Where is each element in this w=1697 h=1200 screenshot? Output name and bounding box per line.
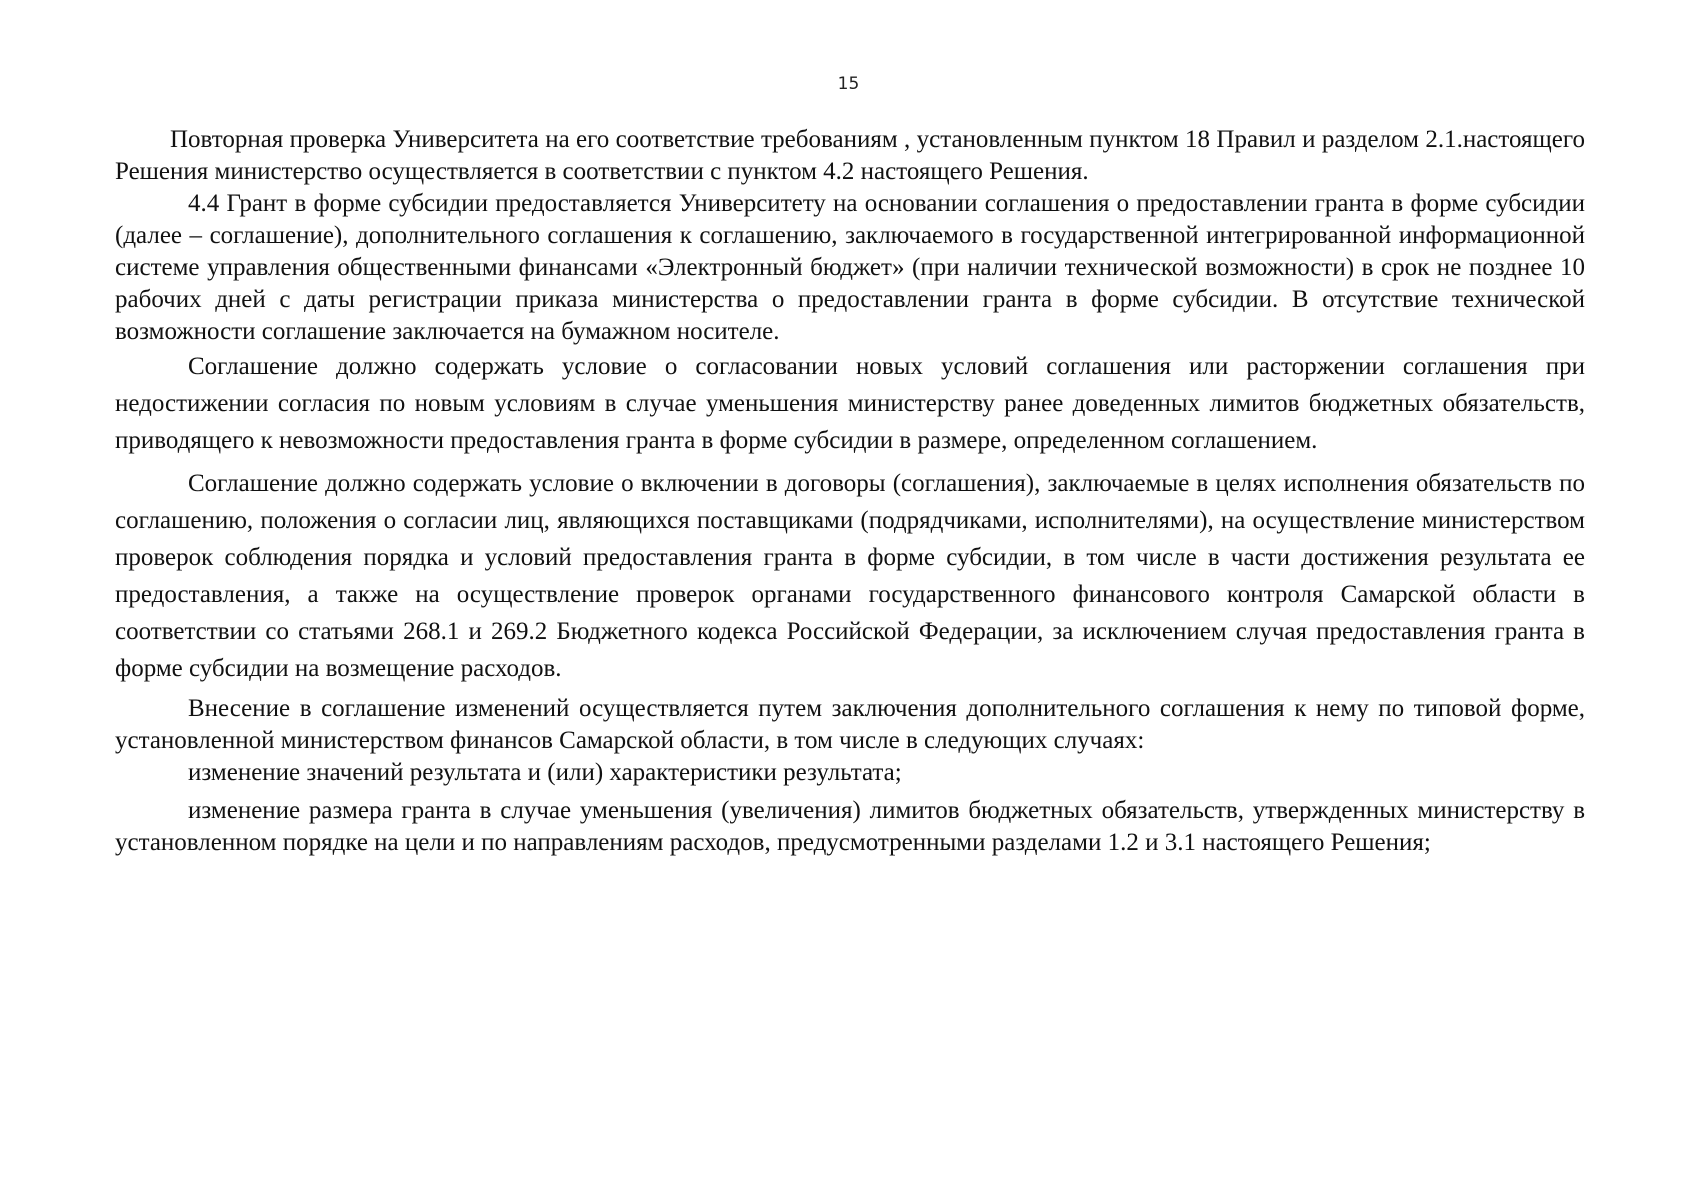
paragraph-agreement-inspections: Соглашение должно содержать условие о включении в договоры (соглашения), заключаемые в целях исполнения обязательств по соглашению, положения о согласии лиц, являющихся поставщиками (подрядчиками, исполнителями), на осуществление министерством проверок соблюдения порядка и условий предоставления гранта в форме субсидии, в том числе в части достижения результата ее предоставления, а также на осуществление проверок органами государственного финансового контроля Самарской области в соответствии со статьями 268.1 и 269.2 Бюджетного кодекса Российской Федерации, за исключением случая предоставления гранта в форме субсидии на возмещение расходов.	[115, 470, 1585, 682]
paragraph-4-4-grant-agreement: 4.4 Грант в форме субсидии предоставляется Университету на основании соглашения о предоставлении гранта в форме субсидии (далее – соглашение), дополнительного соглашения к соглашению, заключаемого в государственной интегрированной информационной системе управления общественными финансами «Электронный бюджет» (при наличии технической возможности) в срок не позднее 10 рабочих дней с даты регистрации приказа министерства о предоставлении гранта в форме субсидии. В отсутствие технической возможности соглашение заключается на бумажном носителе.	[115, 190, 1585, 345]
paragraph-agreement-amendments: Внесение в соглашение изменений осуществляется путем заключения дополнительного соглашения к нему по типовой форме, установленной министерством финансов Самарской области, в том числе в следующих случаях:	[115, 695, 1585, 754]
page-number: 15	[837, 74, 860, 94]
list-item-result-change: изменение значений результата и (или) характеристики результата;	[188, 759, 902, 786]
list-item-grant-size-change: изменение размера гранта в случае уменьшения (увеличения) лимитов бюджетных обязательств, утвержденных министерству в установленном порядке на цели и по направлениям расходов, предусмотренными разделами 1.2 и 3.1 настоящего Решения;	[115, 797, 1585, 856]
paragraph-repeat-check: Повторная проверка Университета на его соответствие требованиям , установленным пунктом 18 Правил и разделом 2.1.настоящего Решения министерство осуществляется в соответствии с пунктом 4.2 настоящего Решения.	[115, 126, 1585, 185]
document-body	[115, 124, 1585, 859]
paragraph-agreement-renegotiation: Соглашение должно содержать условие о согласовании новых условий соглашения или расторжении соглашения при недостижении согласия по новым условиям в случае уменьшения министерству ранее доведенных лимитов бюджетных обязательств, приводящего к невозможности предоставления гранта в форме субсидии в размере, определенном соглашением.	[115, 353, 1585, 454]
